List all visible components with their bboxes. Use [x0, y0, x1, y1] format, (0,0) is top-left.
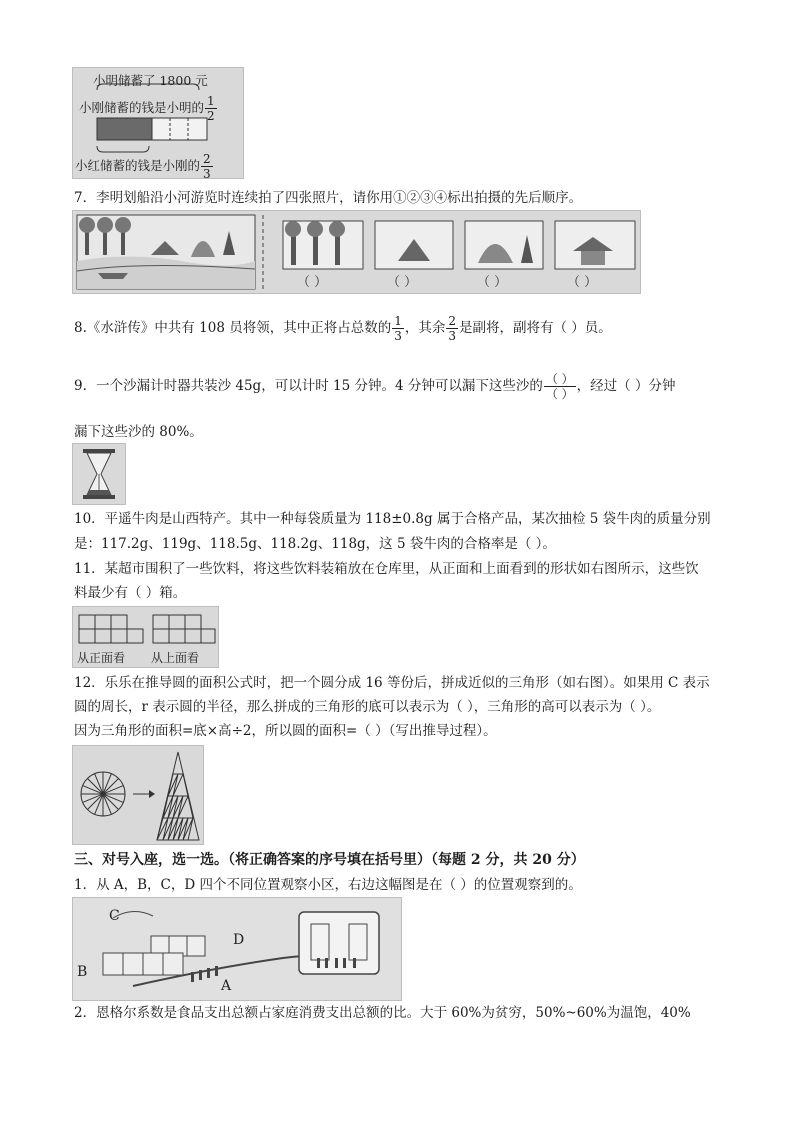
- q9-pre: 9．一个沙漏计时器共装沙 45g，可以计时 15 分钟。4 分钟可以漏下这些沙的: [74, 378, 543, 394]
- q8-post: 是副将，副将有（ ）员。: [459, 320, 612, 336]
- label-c: C: [109, 908, 120, 924]
- q7-blank-4[interactable]: （ ）: [567, 275, 598, 290]
- q8-f1-den: 3: [394, 329, 402, 343]
- circle-to-triangle-image: [72, 745, 204, 845]
- s3q1-text: 1．从 A，B，C，D 四个不同位置观察小区，右边这幅图是在（ ）的位置观察到的。: [74, 877, 582, 893]
- q9-post: ，经过（ ）分钟: [576, 378, 676, 394]
- q9-blank-num[interactable]: （ ）: [545, 372, 574, 386]
- q9-blank-den[interactable]: （ ）: [545, 387, 574, 401]
- savings-line2-text: 小刚储蓄的钱是小明的: [79, 100, 205, 115]
- q10-line1: 10．平遥牛肉是山西特产。其中一种每袋质量为 118±0.8g 属于合格产品，某次抽检 5 袋牛肉的质量分别: [74, 511, 711, 527]
- q11-line2: 料最少有（ ）箱。: [74, 585, 187, 601]
- q8-mid: ，其余: [404, 320, 446, 336]
- q7-text: 7．李明划船沿小河游览时连续拍了四张照片，请你用①②③④标出拍摄的先后顺序。: [74, 190, 583, 206]
- label-top-view: 从上面看: [151, 651, 200, 665]
- q8-f1-num: 1: [394, 314, 402, 328]
- label-a: A: [221, 978, 232, 994]
- savings-line3-den: 3: [203, 167, 211, 181]
- river-photos: [72, 210, 641, 294]
- q12-line2: 圆的周长，r 表示圆的半径，那么拼成的三角形的底可以表示为（ ），三角形的高可以表示为（ ）。: [74, 699, 661, 715]
- label-front-view: 从正面看: [77, 651, 126, 665]
- hourglass-image: [72, 443, 126, 505]
- q10-line2: 是：117.2g、119g、118.5g、118.2g、118g，这 5 袋牛肉的合格率是（ ）。: [74, 536, 556, 552]
- community-image: [72, 897, 402, 1001]
- q9-line2: 漏下这些沙的 80%。: [74, 424, 203, 440]
- q8-f2-num: 2: [448, 314, 457, 328]
- label-b: B: [77, 964, 88, 980]
- savings-line2: [79, 94, 218, 123]
- q8-line: [74, 313, 612, 343]
- section3-title: 三、对号入座，选一选。（将正确答案的序号填在括号里）（每题 2 分，共 20 分）: [74, 852, 585, 868]
- savings-line3-text: 小红储蓄的钱是小刚的: [75, 158, 201, 173]
- savings-diagram: [72, 67, 244, 179]
- q12-line3: 因为三角形的面积=底×高÷2，所以圆的面积=（ ）（写出推导过程）。: [74, 723, 497, 739]
- circle-to-triangle-drawing: [73, 746, 203, 844]
- q7-blank-1[interactable]: （ ）: [297, 275, 328, 290]
- river-photos-drawing: [73, 211, 640, 293]
- q8-f2-den: 3: [448, 329, 457, 343]
- q7-blank-3[interactable]: （ ）: [477, 275, 508, 290]
- s3q2-text: 2．恩格尔系数是食品支出总额占家庭消费支出总额的比。大于 60%为贫穷，50%~60%为温饱，40%: [74, 1005, 691, 1021]
- savings-line1: 小明储蓄了 1800 元: [93, 73, 208, 88]
- q7-blank-2[interactable]: （ ）: [387, 275, 418, 290]
- savings-line2-num: 1: [207, 94, 215, 108]
- hourglass-icon: [73, 444, 125, 504]
- savings-line3-num: 2: [203, 152, 211, 166]
- q8-pre: 8.《水浒传》中共有 108 员将领，其中正将占总数的: [74, 320, 392, 336]
- savings-line3: [75, 152, 214, 181]
- q11-line1: 11．某超市围积了一些饮料，将这些饮料装箱放在仓库里，从正面和上面看到的形状如右图所示，这些饮: [74, 561, 699, 577]
- views-image: [72, 606, 219, 668]
- community-drawing: [73, 898, 401, 1000]
- label-d: D: [233, 932, 245, 948]
- q12-line1: 12．乐乐在推导圆的面积公式时，把一个圆分成 16 等份后，拼成近似的三角形（如右图）。如果用 C 表示: [74, 675, 710, 691]
- savings-line2-den: 2: [207, 109, 215, 123]
- q9-line1: [74, 369, 675, 403]
